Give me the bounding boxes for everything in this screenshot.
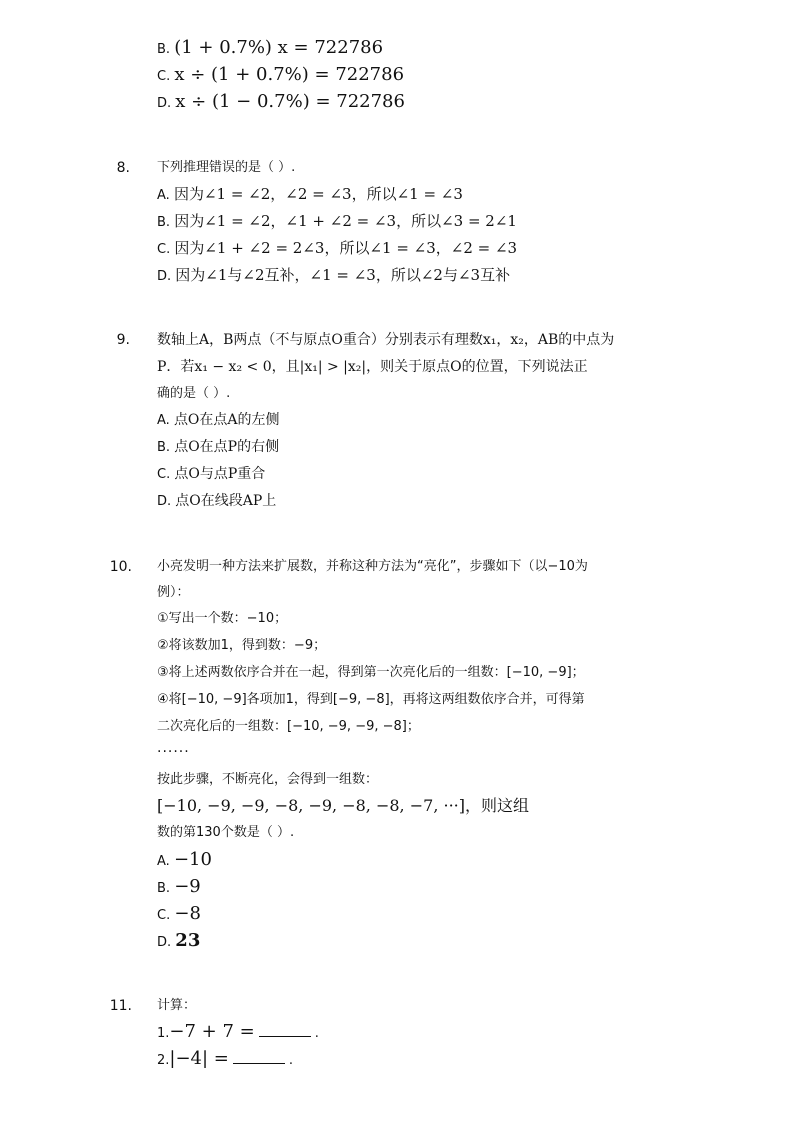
q10-option-d <box>157 930 200 954</box>
q8-option-c <box>157 237 517 261</box>
q10-line-5: ③将上述两数依序合并在一起，得到第一次亮化后的一组数：[−10, −9]； <box>157 665 585 680</box>
option-letter: A. <box>157 854 170 869</box>
q10-number: 10. <box>109 559 132 575</box>
option-letter: B. <box>157 440 171 455</box>
option-text: −10 <box>173 849 212 870</box>
item-expression: −7 + 7 = <box>169 1021 255 1042</box>
q9-stem-line-2: P．若x₁ − x₂ < 0，且|x₁| > |x₂|，则关于原点O的位置，下列说法正 <box>157 359 588 375</box>
q7-option-c <box>157 64 404 88</box>
answer-blank[interactable] <box>233 1049 285 1064</box>
q10-line-9: 按此步骤，不断亮化，会得到一组数： <box>157 772 379 787</box>
option-math: x ÷ (1 + 0.7%) = 722786 <box>174 64 405 85</box>
item-expression: |−4| = <box>169 1048 229 1069</box>
option-text: 因为∠1 = ∠2，∠1 + ∠2 = ∠3，所以∠3 = 2∠1 <box>174 212 517 230</box>
option-letter: D. <box>157 269 172 284</box>
option-letter: B. <box>157 215 171 230</box>
option-letter: C. <box>157 242 171 257</box>
q9-option-d <box>157 490 276 513</box>
q10-line-7: 二次亮化后的一组数：[−10, −9, −9, −8]； <box>157 719 420 734</box>
q10-option-c <box>157 903 201 927</box>
q10-line-6: ④将[−10, −9]各项加1，得到[−9, −8]，再将这两组数依序合并，可得第 <box>157 692 585 707</box>
q9-option-a <box>157 409 280 432</box>
answer-blank[interactable] <box>259 1022 311 1037</box>
option-text: 因为∠1 + ∠2 = 2∠3，所以∠1 = ∠3，∠2 = ∠3 <box>174 239 518 257</box>
q8-option-d <box>157 264 510 288</box>
q8-stem: 下列推理错误的是（ ）. <box>157 160 296 175</box>
q11-item-2 <box>157 1048 293 1072</box>
option-letter: D. <box>157 96 172 111</box>
item-end: . <box>288 1053 294 1068</box>
option-text: 点O在点A的左侧 <box>173 412 280 428</box>
q10-line-3: ①写出一个数：−10； <box>157 611 288 626</box>
option-letter: C. <box>157 908 171 923</box>
option-letter: C. <box>157 69 171 84</box>
q8-number: 8. <box>116 160 130 176</box>
item-end: . <box>314 1026 319 1041</box>
option-letter: D. <box>157 935 172 950</box>
option-text: 因为∠1与∠2互补，∠1 = ∠3，所以∠2与∠3互补 <box>175 266 511 284</box>
q7-option-b <box>157 37 383 61</box>
option-letter: C. <box>157 467 171 482</box>
q8-option-a <box>157 183 463 207</box>
q10-line-1: 小亮发明一种方法来扩展数，并称这种方法为“亮化”，步骤如下（以−10为 <box>157 559 588 574</box>
option-letter: B. <box>157 42 171 57</box>
q10-ellipsis: ······ <box>157 744 190 760</box>
q9-stem-line-3: 确的是（ ）. <box>157 386 231 401</box>
option-letter: B. <box>157 881 171 896</box>
q10-line-11: 数的第130个数是（ ）. <box>157 825 295 840</box>
option-letter: D. <box>157 494 172 509</box>
q9-stem-line-1: 数轴上A，B两点（不与原点O重合）分别表示有理数x₁，x₂，AB的中点为 <box>157 332 615 348</box>
q7-option-d <box>157 91 405 115</box>
option-math: (1 + 0.7%) x = 722786 <box>174 37 384 58</box>
item-label: 2. <box>157 1053 170 1068</box>
q11-item-1 <box>157 1021 319 1045</box>
q10-option-a <box>157 849 212 873</box>
q9-number: 9. <box>116 332 130 348</box>
q10-line-4: ②将该数加1，得到数：−9； <box>157 638 327 653</box>
q11-number: 11. <box>109 998 132 1014</box>
item-label: 1. <box>157 1026 170 1041</box>
option-text: 点O在点P的右侧 <box>174 439 280 455</box>
option-text: −8 <box>174 903 201 924</box>
option-math: x ÷ (1 − 0.7%) = 722786 <box>175 91 405 112</box>
q10-line-2: 例）： <box>157 585 190 600</box>
q9-option-b <box>157 436 279 459</box>
option-text: 因为∠1 = ∠2，∠2 = ∠3，所以∠1 = ∠3 <box>173 185 463 203</box>
q10-option-b <box>157 876 201 900</box>
q11-stem: 计算： <box>157 998 197 1013</box>
option-letter: A. <box>157 413 170 428</box>
q8-option-b <box>157 210 517 234</box>
q10-line-10: [−10, −9, −9, −8, −9, −8, −8, −7, ···]，则这组 <box>157 796 529 815</box>
option-text: 23 <box>175 930 201 951</box>
option-text: 点O在线段AP上 <box>175 493 277 509</box>
q9-option-c <box>157 463 265 486</box>
option-text: 点O与点P重合 <box>174 466 266 482</box>
option-letter: A. <box>157 188 170 203</box>
option-text: −9 <box>174 876 201 897</box>
